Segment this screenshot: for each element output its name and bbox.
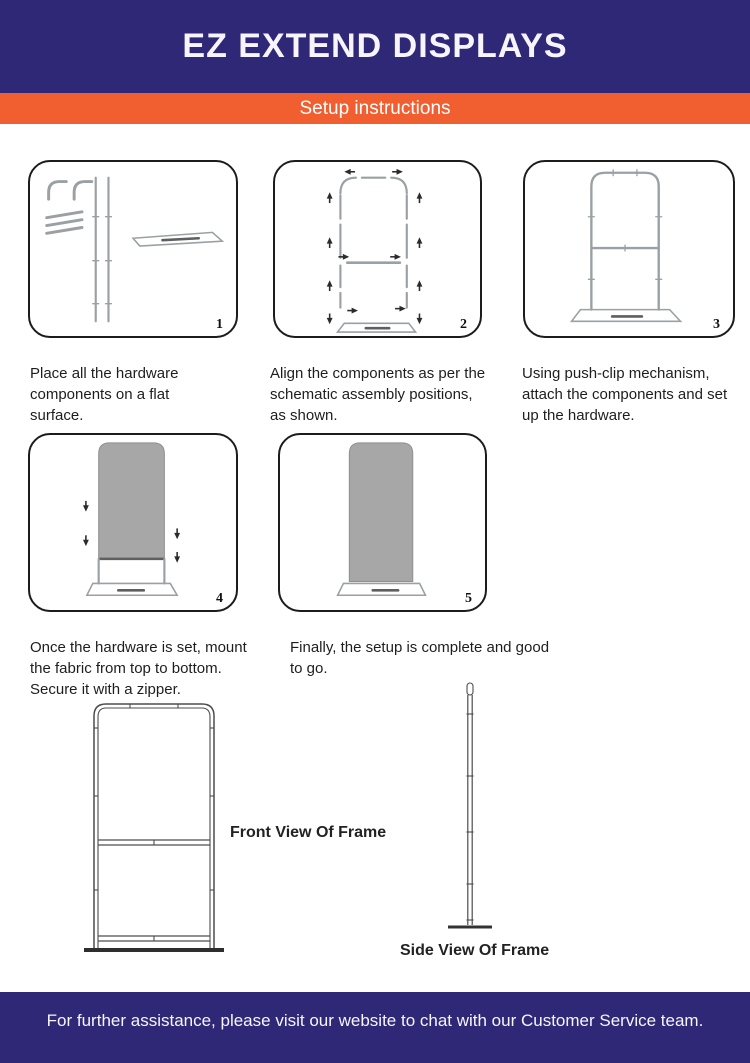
step-number-badge: 5 [465,591,472,606]
assembled-frame-illustration [525,162,733,336]
completed-display-illustration [280,435,485,610]
step-5-caption: Finally, the setup is complete and good to go. [290,639,550,677]
page-title: EZ EXTEND DISPLAYS [182,27,568,65]
exploded-frame-illustration [275,162,480,336]
page-subtitle: Setup instructions [299,97,451,119]
step-3-caption: Using push-clip mechanism, attach the components and set up the hardware. [522,365,728,424]
step-2-caption: Align the components as per the schematic assembly positions, as shown. [270,365,486,424]
hardware-parts-illustration [30,162,236,336]
step-number-badge: 4 [216,591,223,606]
step-2-panel [273,160,482,338]
footer-banner [0,992,750,1063]
step-number-badge: 3 [713,317,720,332]
front-view-frame-drawing [84,698,224,956]
side-view-label: Side View Of Frame [400,942,550,959]
fabric-mounting-illustration [30,435,236,610]
footer-text: For further assistance, please visit our website to chat with our Customer Service team. [46,1011,704,1030]
step-number-badge: 1 [216,317,223,332]
step-5-panel [278,433,487,612]
front-view-label: Front View Of Frame [230,824,387,841]
header-banner [0,0,750,93]
step-1-panel [28,160,238,338]
side-view-frame-drawing [440,680,500,936]
subtitle-banner [0,93,750,124]
step-3-panel [523,160,735,338]
step-4-panel [28,433,238,612]
step-1-caption: Place all the hardware components on a flat surface. [30,365,179,424]
step-number-badge: 2 [460,317,467,332]
step-4-caption: Once the hardware is set, mount the fabric from top to bottom. Secure it with a zipper. [30,639,247,698]
